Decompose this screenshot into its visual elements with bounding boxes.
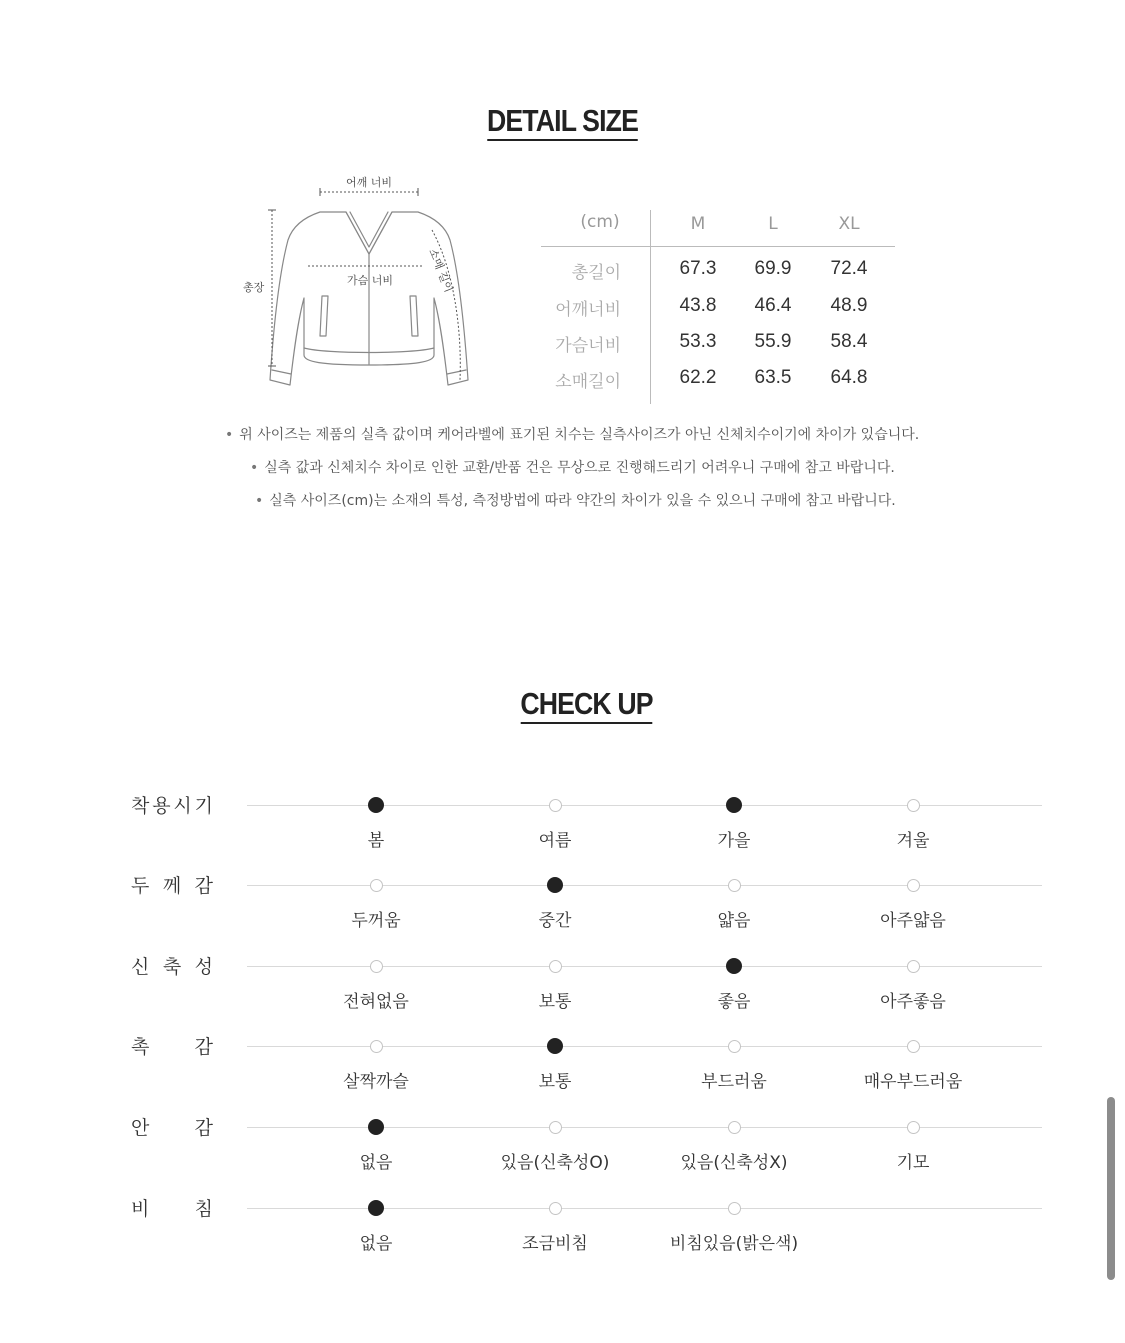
table-cell: 48.9 [830, 295, 868, 316]
check-option-label: 가을 [717, 831, 751, 851]
selected-dot-icon [368, 1200, 384, 1216]
scrollbar-thumb[interactable] [1107, 1097, 1115, 1280]
check-row-label-char: 께 [162, 875, 182, 897]
check-row-label-char: 기 [194, 795, 213, 817]
check-row-label-char: 감 [194, 1117, 213, 1139]
size-note-text: 실측 값과 신체치수 차이로 인한 교환/반품 건은 무상으로 진행해드리기 어려우니 구매에 참고 바랍니다. [264, 460, 895, 476]
check-row-label-char: 비 [131, 1198, 150, 1220]
check-option-label: 전혀없음 [343, 992, 409, 1012]
total-length-label: 총장 [243, 281, 265, 294]
size-header-m: M [690, 214, 706, 234]
check-row-label-char: 용 [152, 795, 171, 817]
table-cell: 53.3 [679, 331, 717, 352]
check-option-label: 중간 [538, 911, 572, 931]
check-option-label: 매우부드러움 [863, 1072, 963, 1092]
size-header-xl: XL [838, 214, 860, 234]
check-option-label: 조금비침 [522, 1234, 588, 1254]
unselected-dot-icon [370, 879, 383, 892]
unselected-dot-icon [728, 1121, 741, 1134]
check-row-track [247, 1208, 1042, 1209]
size-header-l: L [768, 214, 778, 234]
size-note [225, 424, 919, 444]
check-row-label [131, 952, 213, 979]
unselected-dot-icon [728, 1202, 741, 1215]
table-cell: 62.2 [679, 367, 717, 388]
unselected-dot-icon [549, 1121, 562, 1134]
check-option-label: 아주좋음 [880, 992, 946, 1012]
table-cell: 67.3 [679, 258, 717, 279]
check-option-label: 부드러움 [701, 1072, 767, 1092]
table-cell: 46.4 [754, 295, 792, 316]
unselected-dot-icon [907, 1121, 920, 1134]
table-cell: 63.5 [754, 367, 792, 388]
unselected-dot-icon [907, 1040, 920, 1053]
table-cell: 69.9 [754, 258, 792, 279]
shoulder-width-label: 어깨 너비 [346, 176, 393, 189]
check-row-track [247, 805, 1042, 806]
check-row-label [131, 1194, 213, 1221]
check-row-label [131, 791, 213, 818]
size-note-text: 실측 사이즈(cm)는 소재의 특성, 측정방법에 따라 약간의 차이가 있을 수 있으니 구매에 참고 바랍니다. [269, 493, 896, 509]
check-option-label: 없음 [359, 1234, 393, 1254]
check-option-label: 두꺼움 [351, 911, 401, 931]
check-option-label: 있음(신축성O) [500, 1153, 610, 1173]
check-option-label: 보통 [538, 1072, 572, 1092]
selected-dot-icon [368, 797, 384, 813]
jacket-measurement-diagram [236, 170, 496, 400]
size-note [250, 457, 895, 477]
table-cell: 43.8 [679, 295, 717, 316]
selected-dot-icon [726, 797, 742, 813]
check-row-label-char: 성 [194, 956, 213, 978]
unselected-dot-icon [549, 1202, 562, 1215]
check-row-label [131, 871, 213, 898]
unselected-dot-icon [549, 960, 562, 973]
check-row-track [247, 885, 1042, 886]
check-row-track [247, 1127, 1042, 1128]
table-cell: 55.9 [754, 331, 792, 352]
selected-dot-icon [547, 877, 563, 893]
table-cell: 72.4 [830, 258, 868, 279]
unit-header: (cm) [580, 212, 620, 232]
check-row-label [131, 1032, 213, 1059]
unselected-dot-icon [728, 879, 741, 892]
unselected-dot-icon [549, 799, 562, 812]
selected-dot-icon [726, 958, 742, 974]
row-label-chest-width: 가슴너비 [555, 336, 621, 356]
check-row-label [131, 1113, 213, 1140]
size-note [255, 490, 896, 510]
check-row-label-char: 축 [162, 956, 182, 978]
bullet-icon: • [255, 493, 264, 509]
check-row-label-char: 안 [131, 1117, 150, 1139]
check-row-label-char: 시 [173, 795, 192, 817]
row-label-total-length: 총길이 [571, 263, 621, 283]
check-row-track [247, 966, 1042, 967]
selected-dot-icon [547, 1038, 563, 1054]
unselected-dot-icon [907, 960, 920, 973]
check-row-track [247, 1046, 1042, 1047]
detail-size-title: DETAIL SIZE [79, 103, 1047, 139]
row-label-shoulder-width: 어깨너비 [555, 300, 621, 320]
unselected-dot-icon [370, 960, 383, 973]
sleeve-length-label: 소매 길이 [426, 246, 456, 295]
check-row-label-char: 침 [194, 1198, 213, 1220]
table-cell: 58.4 [830, 331, 868, 352]
check-option-label: 얇음 [717, 911, 751, 931]
selected-dot-icon [368, 1119, 384, 1135]
check-up-title: CHECK UP [103, 686, 1071, 722]
table-divider [650, 210, 651, 404]
table-header-divider [541, 246, 895, 247]
bullet-icon: • [250, 460, 259, 476]
unselected-dot-icon [728, 1040, 741, 1053]
bullet-icon: • [225, 427, 234, 443]
check-option-label: 비침있음(밝은색) [669, 1234, 799, 1254]
check-row-label-char: 촉 [131, 1036, 150, 1058]
unselected-dot-icon [907, 799, 920, 812]
check-option-label: 좋음 [717, 992, 751, 1012]
check-row-label-char: 두 [131, 875, 150, 897]
check-option-label: 있음(신축성X) [680, 1153, 788, 1173]
check-option-label: 기모 [896, 1153, 930, 1173]
check-option-label: 보통 [538, 992, 572, 1012]
check-option-label: 없음 [359, 1153, 393, 1173]
check-option-label: 여름 [538, 831, 572, 851]
check-option-label: 아주얇음 [880, 911, 946, 931]
unselected-dot-icon [907, 879, 920, 892]
unselected-dot-icon [370, 1040, 383, 1053]
row-label-sleeve-length: 소매길이 [555, 372, 621, 392]
size-table [541, 210, 895, 404]
check-option-label: 겨울 [896, 831, 930, 851]
check-option-label: 살짝까슬 [343, 1072, 409, 1092]
check-row-label-char: 신 [131, 956, 150, 978]
check-row-label-char: 착 [131, 795, 150, 817]
table-cell: 64.8 [830, 367, 868, 388]
check-row-label-char: 감 [194, 875, 213, 897]
check-row-label-char: 감 [194, 1036, 213, 1058]
chest-width-label: 가슴 너비 [347, 274, 394, 287]
size-note-text: 위 사이즈는 제품의 실측 값이며 케어라벨에 표기된 치수는 실측사이즈가 아닌 신체치수이기에 차이가 있습니다. [239, 427, 920, 443]
check-option-label: 봄 [367, 831, 385, 851]
